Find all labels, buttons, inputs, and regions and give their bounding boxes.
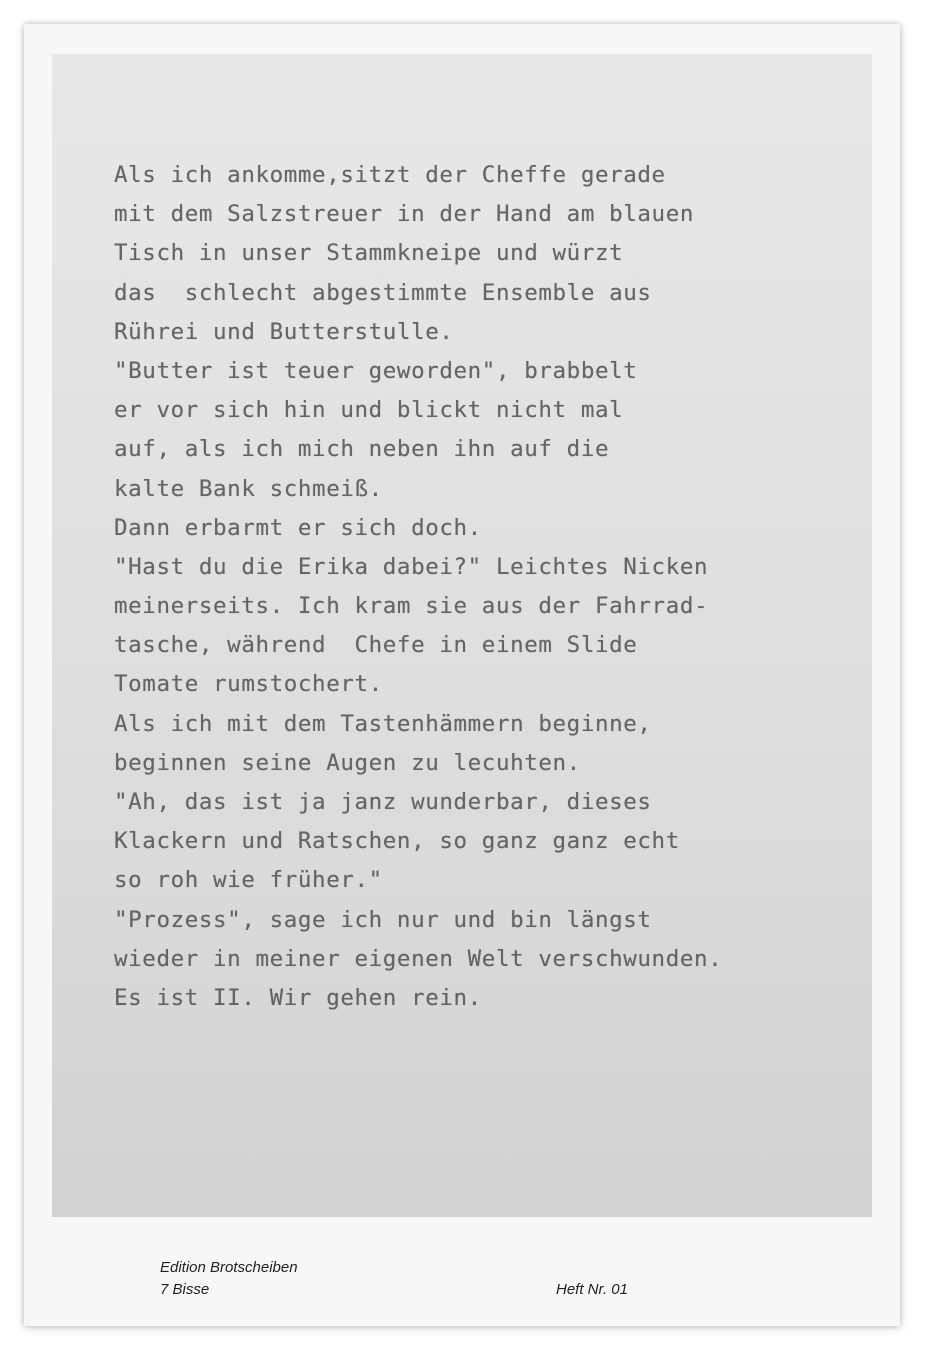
text-line: "Butter ist teuer geworden", brabbelt	[114, 357, 638, 384]
text-line: Rührei und Butterstulle.	[114, 318, 454, 345]
text-line: auf, als ich mich neben ihn auf die	[114, 436, 610, 463]
text-line: Dann erbarmt er sich doch.	[114, 514, 482, 541]
text-line: Tisch in unser Stammkneipe und würzt	[114, 240, 624, 267]
text-line: er vor sich hin und blickt nicht mal	[114, 397, 624, 424]
text-line: Als ich mit dem Tastenhämmern beginne,	[114, 710, 652, 737]
typewritten-text	[114, 156, 722, 1018]
text-line: Als ich ankomme,sitzt der Cheffe gerade	[114, 162, 666, 188]
text-line: "Ah, das ist ja janz wunderbar, dieses	[114, 789, 652, 815]
text-line: mit dem Salzstreuer in der Hand am blauen	[114, 201, 694, 228]
text-line: Es ist II. Wir gehen rein.	[114, 984, 482, 1011]
text-line: meinerseits. Ich kram sie aus der Fahrrad-	[114, 593, 709, 620]
text-line: Klackern und Ratschen, so ganz ganz echt	[114, 828, 680, 855]
text-line: "Hast du die Erika dabei?" Leichtes Nicken	[114, 553, 709, 580]
text-line: so roh wie früher."	[114, 867, 383, 894]
edition-name: Edition Brotscheiben	[160, 1259, 298, 1276]
issue-number: Heft Nr. 01	[556, 1281, 628, 1298]
text-line: wieder in meiner eigenen Welt verschwunden.	[114, 945, 723, 972]
typewriter-page-photo	[52, 54, 872, 1217]
text-line: Tomate rumstochert.	[114, 671, 383, 698]
text-line: tasche, während Chefe in einem Slide	[114, 632, 638, 659]
text-line: beginnen seine Augen zu lecuhten.	[114, 749, 581, 776]
edition-subtitle: 7 Bisse	[160, 1281, 210, 1298]
text-line: das schlecht abgestimmte Ensemble aus	[114, 279, 652, 306]
text-line: "Prozess", sage ich nur und bin längst	[114, 906, 652, 933]
poster-sheet	[24, 24, 900, 1326]
footer-publication	[160, 1257, 298, 1301]
text-line: kalte Bank schmeiß.	[114, 475, 383, 502]
